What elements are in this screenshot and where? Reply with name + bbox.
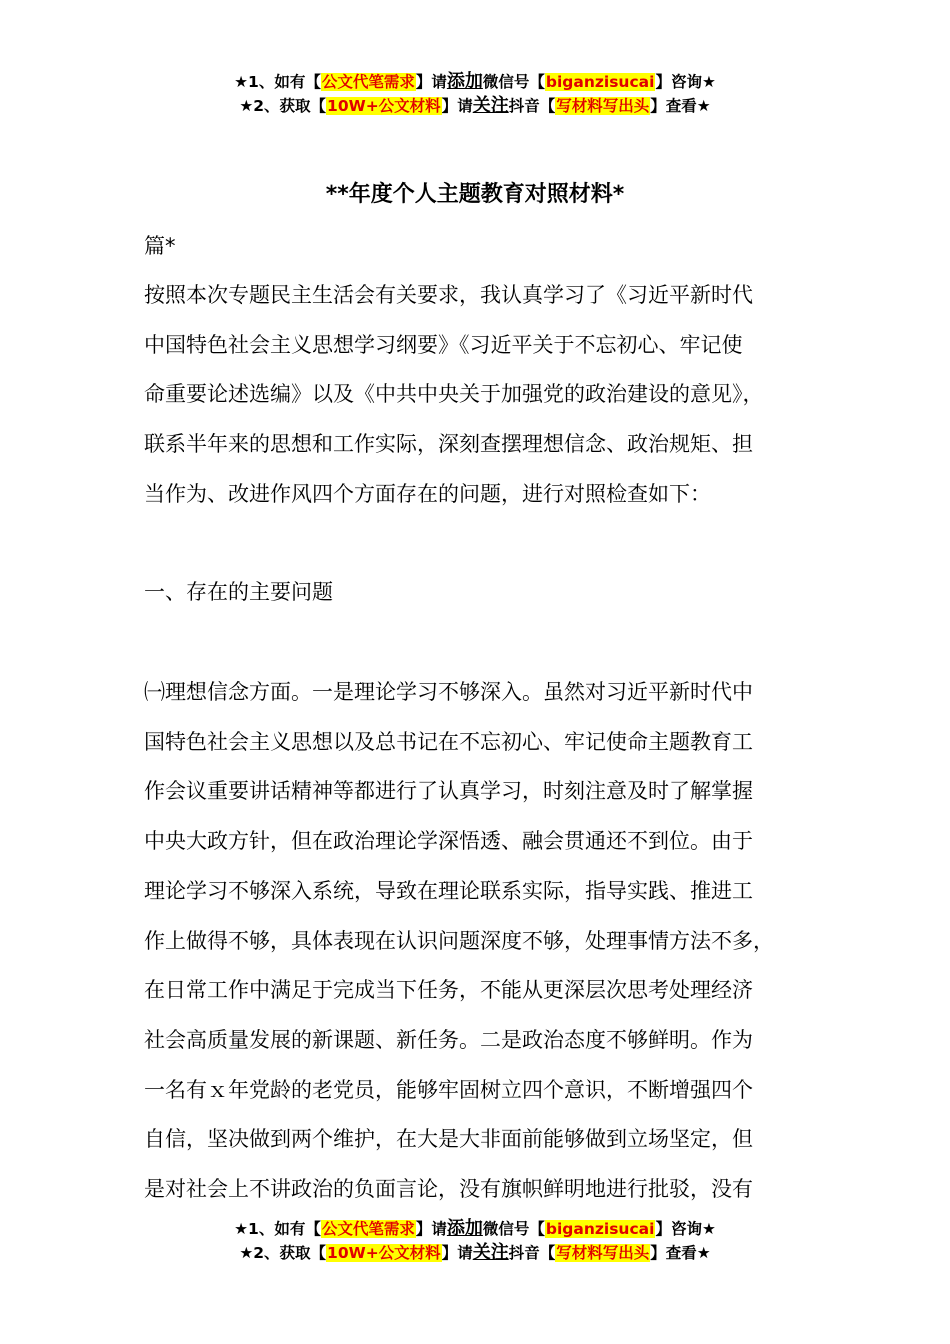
promo-banner-bottom — [0, 1217, 950, 1265]
text-line: ㈠理想信念方面。一是理论学习不够深入。虽然对习近平新时代中 — [144, 680, 753, 704]
promo-line-2: ★2、获取【10W+公文材料】请关注抖音【写材料写出头】查看★ — [239, 1242, 711, 1263]
text-line: 按照本次专题民主生活会有关要求，我认真学习了《习近平新时代 — [144, 283, 753, 307]
text-line: 社会高质量发展的新课题、新任务。二是政治态度不够鲜明。作为 — [144, 1027, 753, 1052]
text-line: 国特色社会主义思想以及总书记在不忘初心、牢记使命主题教育工 — [144, 729, 753, 754]
promo-line-1: ★1、如有【公文代笔需求】请添加微信号【biganzisucai】咨询★ — [234, 71, 716, 92]
text-line: 作会议重要讲话精神等都进行了认真学习，时刻注意及时了解掌握 — [144, 779, 753, 804]
highlight-service: 公文代笔需求 — [321, 73, 415, 91]
highlight-materials: 10W+公文材料 — [327, 97, 441, 115]
promo-line-2: ★2、获取【10W+公文材料】请关注抖音【写材料写出头】查看★ — [239, 95, 711, 116]
document-title: **年度个人主题教育对照材料* — [325, 182, 625, 207]
text-line: 中国特色社会主义思想学习纲要》《习近平关于不忘初心、牢记使 — [144, 332, 743, 357]
highlight-wechat-id: biganzisucai — [545, 73, 655, 91]
highlight-wechat-id: biganzisucai — [545, 1220, 655, 1238]
body-paragraph — [144, 668, 834, 1215]
text-line: 在日常工作中满足于完成当下任务，不能从更深层次思考处理经济 — [144, 978, 753, 1003]
text-line: 作上做得不够，具体表现在认识问题深度不够，处理事情方法不多， — [144, 928, 774, 953]
text-line: 中央大政方针，但在政治理论学深悟透、融会贯通还不到位。由于 — [144, 829, 753, 854]
text-line: 当作为、改进作风四个方面存在的问题，进行对照检查如下： — [144, 481, 711, 506]
promo-banner-top — [0, 70, 950, 118]
document-label: 篇* — [144, 234, 176, 258]
highlight-service: 公文代笔需求 — [321, 1220, 415, 1238]
text-line: 是对社会上不讲政治的负面言论，没有旗帜鲜明地进行批驳，没有 — [144, 1177, 753, 1202]
text-line: 命重要论述选编》以及《中共中央关于加强党的政治建设的意见》， — [144, 382, 764, 407]
text-line: 理论学习不够深入系统，导致在理论联系实际，指导实践、推进工 — [144, 878, 753, 903]
highlight-douyin-id: 写材料写出头 — [556, 1244, 650, 1262]
promo-line-1: ★1、如有【公文代笔需求】请添加微信号【biganzisucai】咨询★ — [234, 1218, 716, 1239]
highlight-materials: 10W+公文材料 — [327, 1244, 441, 1262]
text-line: 一名有ｘ年党龄的老党员，能够牢固树立四个意识，不断增强四个 — [144, 1077, 753, 1102]
text-line: 自信，坚决做到两个维护，在大是大非面前能够做到立场坚定，但 — [144, 1127, 753, 1152]
section-heading: 一、存在的主要问题 — [144, 580, 333, 604]
text-line: 联系半年来的思想和工作实际，深刻查摆理想信念、政治规矩、担 — [144, 432, 753, 457]
intro-paragraph — [144, 271, 834, 520]
highlight-douyin-id: 写材料写出头 — [556, 97, 650, 115]
